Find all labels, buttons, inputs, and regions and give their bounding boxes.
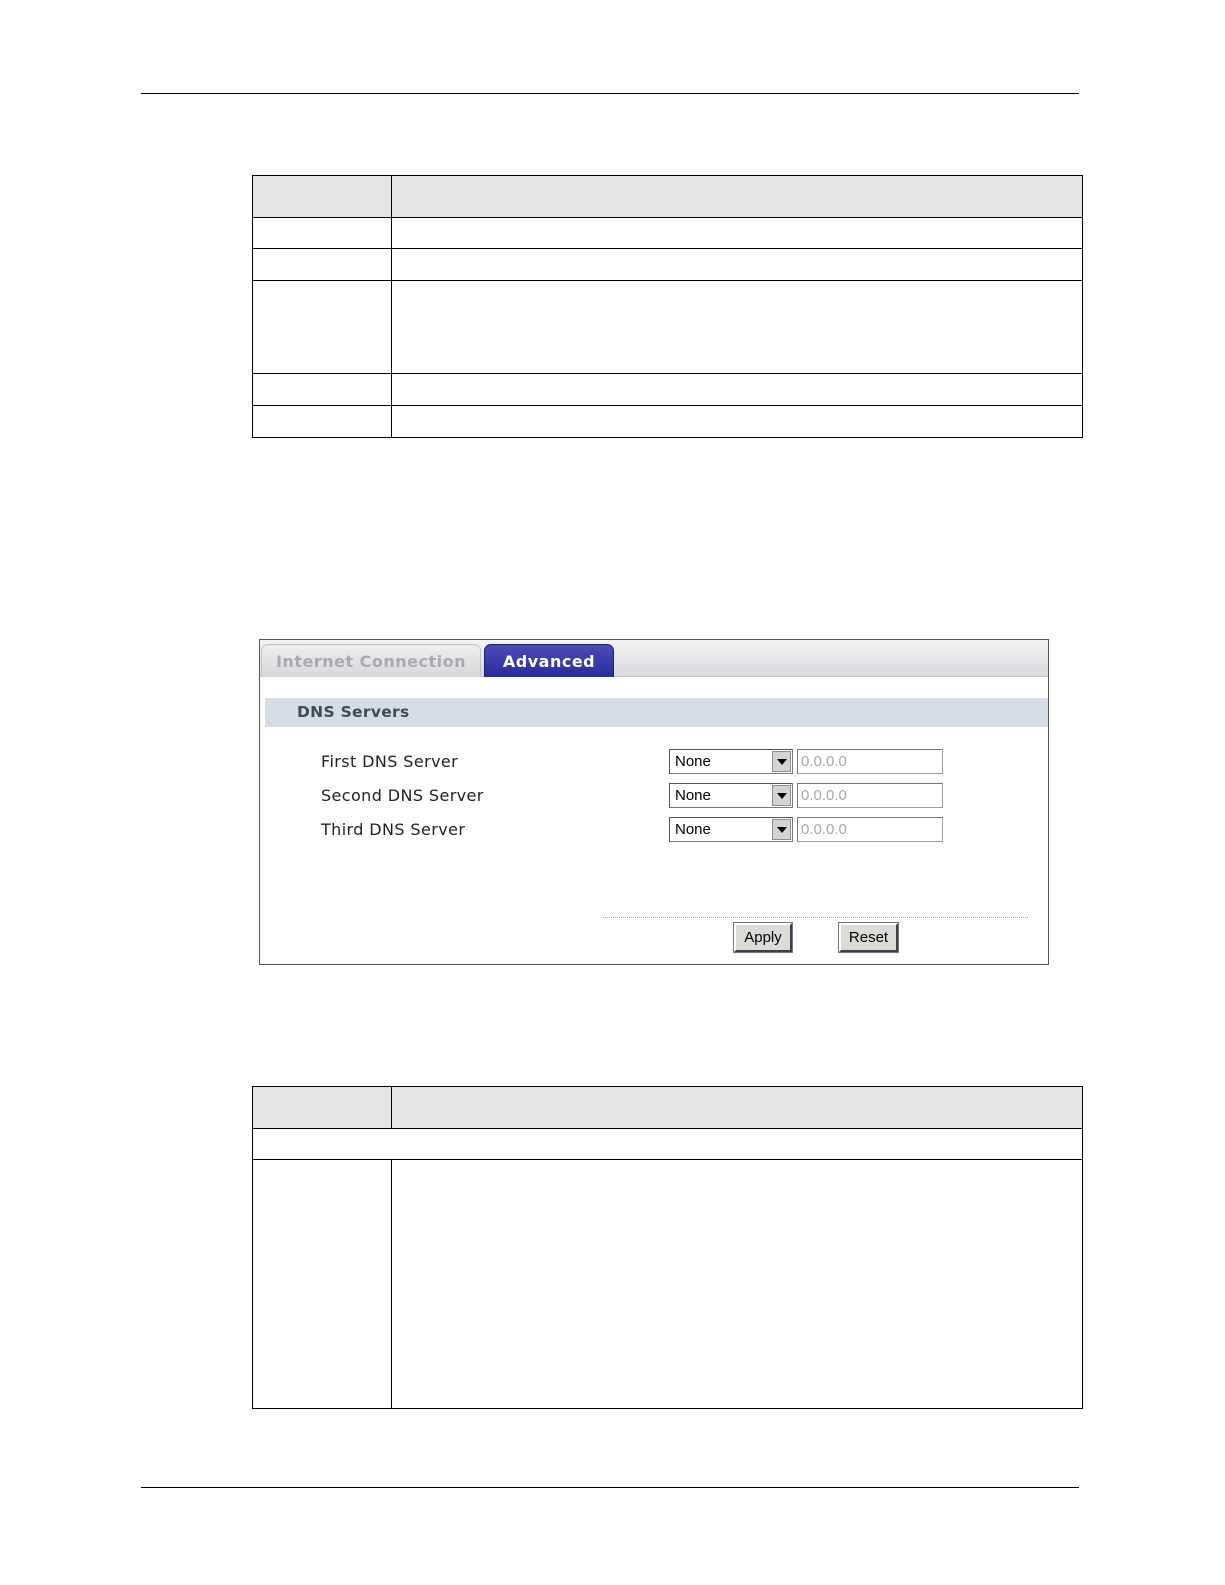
- footer-rule: [141, 1487, 1079, 1488]
- tab-bar: [260, 640, 1048, 677]
- table-row: [253, 406, 1083, 438]
- reset-button[interactable]: Reset: [839, 923, 898, 952]
- chevron-down-icon[interactable]: [772, 785, 791, 806]
- first-dns-server-select[interactable]: [669, 749, 793, 774]
- top-table: [252, 175, 1083, 438]
- second-dns-server-label: Second DNS Server: [321, 786, 484, 805]
- third-dns-server-label: Third DNS Server: [321, 820, 466, 839]
- bottom-table: [252, 1086, 1083, 1409]
- apply-button[interactable]: Apply: [734, 923, 792, 952]
- tab-internet-connection[interactable]: Internet Connection: [261, 644, 481, 677]
- third-dns-server-select-value: None: [675, 821, 711, 838]
- table-row: [253, 281, 1083, 374]
- table-header-row: [253, 176, 1083, 218]
- first-dns-server-label: First DNS Server: [321, 752, 459, 771]
- chevron-down-icon[interactable]: [772, 819, 791, 840]
- chevron-down-icon[interactable]: [772, 751, 791, 772]
- second-dns-server-ip-input[interactable]: [797, 783, 943, 808]
- second-dns-server-select-value: None: [675, 787, 711, 804]
- advanced-dns-panel: [259, 639, 1049, 965]
- section-title: DNS Servers: [265, 698, 1049, 727]
- tab-advanced[interactable]: Advanced: [484, 644, 614, 677]
- table-row: [253, 1160, 1083, 1409]
- table-row: [253, 218, 1083, 249]
- header-rule: [141, 93, 1079, 94]
- table-row: [253, 249, 1083, 281]
- second-dns-server-select[interactable]: [669, 783, 793, 808]
- first-dns-server-ip-input[interactable]: [797, 749, 943, 774]
- button-divider: [603, 917, 1028, 918]
- third-dns-server-ip-input[interactable]: [797, 817, 943, 842]
- table-row: [253, 1129, 1083, 1160]
- third-dns-server-select[interactable]: [669, 817, 793, 842]
- table-header-row: [253, 1087, 1083, 1129]
- table-row: [253, 374, 1083, 406]
- first-dns-server-select-value: None: [675, 753, 711, 770]
